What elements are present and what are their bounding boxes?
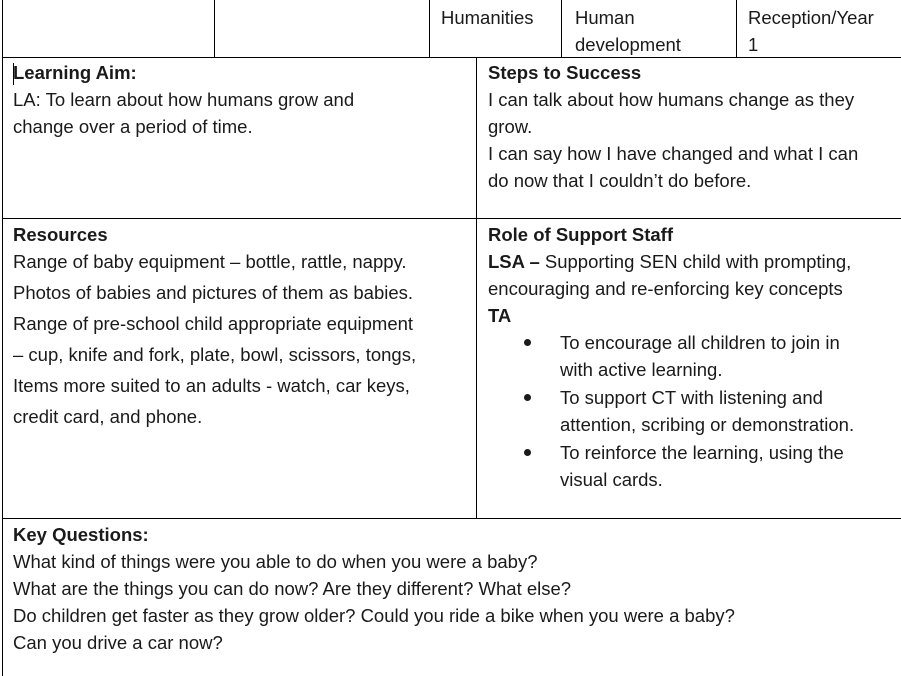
key-question-line: Do children get faster as they grow older? Could you ride a bike when you were a baby? xyxy=(13,605,735,626)
steps-line: grow. xyxy=(488,116,533,137)
lsa-line xyxy=(488,248,854,275)
lsa-line: encouraging and re-enforcing key concepts xyxy=(488,278,843,299)
resources-line: – cup, knife and fork, plate, bowl, scissors, tongs, xyxy=(13,344,417,365)
learning-aim-title: Learning Aim: xyxy=(13,62,137,83)
resources-line: Range of baby equipment – bottle, rattle, nappy. xyxy=(13,251,407,272)
steps-line: I can talk about how humans change as they xyxy=(488,89,855,110)
grid-line xyxy=(476,57,477,519)
resources-title: Resources xyxy=(13,224,108,245)
grid-line xyxy=(2,518,901,519)
support-staff-title: Role of Support Staff xyxy=(488,224,673,245)
grid-line xyxy=(214,0,215,57)
steps-to-success-title: Steps to Success xyxy=(488,62,642,83)
year-cell xyxy=(748,4,874,58)
bullet-icon xyxy=(524,449,531,456)
topic-line: Human xyxy=(575,7,635,28)
steps-line: do now that I couldn’t do before. xyxy=(488,170,752,191)
ta-bullet-item: To reinforce the learning, using the visual cards. xyxy=(488,439,854,493)
learning-aim-cell xyxy=(13,59,354,140)
key-question-line: Can you drive a car now? xyxy=(13,632,223,653)
learning-aim-line: LA: To learn about how humans grow and xyxy=(13,89,355,110)
learning-aim-line: change over a period of time. xyxy=(13,116,253,137)
year-line: 1 xyxy=(748,34,759,55)
topic-line: development xyxy=(575,34,681,55)
key-questions-title: Key Questions: xyxy=(13,524,149,545)
topic-cell xyxy=(575,4,681,58)
grid-line xyxy=(561,0,562,57)
subject-cell xyxy=(441,4,534,31)
subject-text: Humanities xyxy=(441,7,534,28)
bullet-icon xyxy=(524,394,531,401)
ta-label: TA xyxy=(488,305,512,326)
key-question-line: What are the things you can do now? Are they different? What else? xyxy=(13,578,572,599)
lsa-text: Supporting SEN child with prompting, xyxy=(539,251,852,272)
bullet-icon xyxy=(524,339,531,346)
resources-line: credit card, and phone. xyxy=(13,406,203,427)
resources-line: Items more suited to an adults - watch, car keys, xyxy=(13,375,410,396)
key-question-line: What kind of things were you able to do when you were a baby? xyxy=(13,551,538,572)
ta-bullet-list xyxy=(488,329,854,493)
key-questions-cell xyxy=(13,521,735,656)
resources-line: Range of pre-school child appropriate equipment xyxy=(13,313,414,334)
grid-line xyxy=(429,0,430,57)
resources-line: Photos of babies and pictures of them as babies. xyxy=(13,282,414,303)
lsa-label: LSA – xyxy=(488,251,540,272)
steps-to-success-cell xyxy=(488,59,858,194)
support-staff-cell xyxy=(488,221,854,493)
year-line: Reception/Year xyxy=(748,7,874,28)
steps-line: I can say how I have changed and what I can xyxy=(488,143,859,164)
grid-line xyxy=(736,0,737,57)
grid-line xyxy=(2,0,3,676)
resources-cell xyxy=(13,221,416,432)
ta-bullet-item: To support CT with listening and attention, scribing or demonstration. xyxy=(488,384,854,438)
ta-bullet-item: To encourage all children to join in with active learning. xyxy=(488,329,854,383)
grid-line xyxy=(2,218,901,219)
